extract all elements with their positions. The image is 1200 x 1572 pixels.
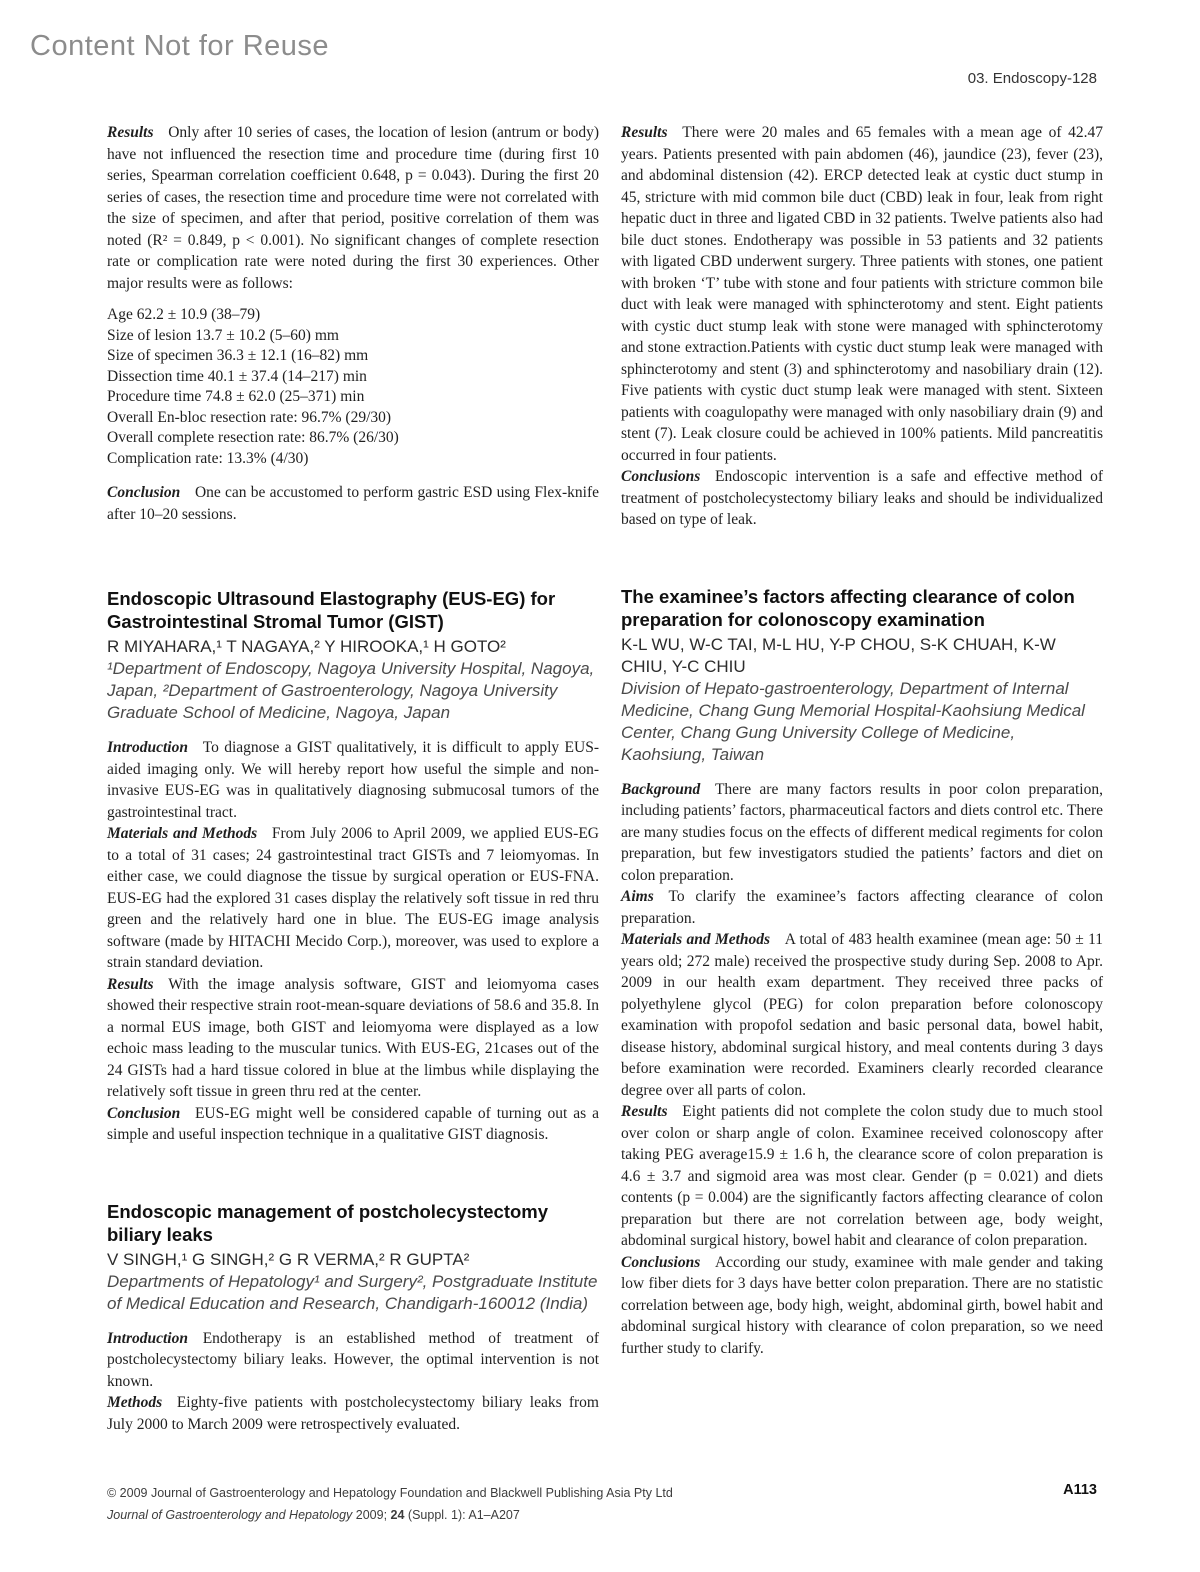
stat-line: Size of lesion 13.7 ± 10.2 (5–60) mm xyxy=(107,326,339,344)
abstract-title: Endoscopic management of postcholecystectomy biliary leaks xyxy=(107,1200,549,1245)
footer xyxy=(107,1482,1097,1526)
stat-line: Overall complete resection rate: 86.7% (26/30) xyxy=(107,429,399,446)
abstract-colon-prep xyxy=(621,585,1103,1360)
paragraph-text: EUS-EG might well be considered capable of turning out as a simple and useful inspection technique in a qualitative GIST diagnosis. xyxy=(107,1104,599,1143)
section-page-label: 03. Endoscopy-128 xyxy=(967,70,1097,87)
paragraph-label: Results xyxy=(107,124,154,141)
results-paragraph xyxy=(107,122,599,294)
citation-pages: (Suppl. 1): A1–A207 xyxy=(404,1508,520,1522)
paragraph-label: Conclusion xyxy=(107,484,181,501)
paragraph-text: From July 2006 to April 2009, we applied EUS-EG to a total of 31 cases; 24 gastrointestinal tract GISTs and 7 leiomyomas. In either case, we could diagnose the tissue by surgical operation or EUS-FNA. EUS-EG had the explored 31 cases display the relatively soft tissue in red thru green and the relatively hard one in blue. The EUS-EG image analysis software (made by HITACHI Mecido Corp.), moreover, was used to explore a strain standard deviation. xyxy=(107,825,599,971)
conclusion-paragraph xyxy=(107,1103,599,1146)
results-paragraph xyxy=(107,974,599,1103)
conclusion-paragraph xyxy=(107,482,599,525)
results-stat-list xyxy=(107,305,599,469)
paragraph-label: Introduction xyxy=(107,739,188,756)
paragraph-label: Methods xyxy=(107,1394,163,1411)
abstract-authors: V SINGH,¹ G SINGH,² G R VERMA,² R GUPTA² xyxy=(107,1249,470,1269)
conclusions-paragraph xyxy=(621,1252,1103,1360)
abstract-eus-eg xyxy=(107,587,599,1146)
abstract-affiliation: ¹Department of Endoscopy, Nagoya University Hospital, Nagoya, Japan, ²Department of Gastroenterology, Nagoya University Graduate School of Medicine, Nagoya, Japan xyxy=(107,659,595,722)
two-column-layout xyxy=(107,122,1103,1435)
paragraph-text: One can be accustomed to perform gastric ESD using Flex-knife after 10–20 sessions. xyxy=(107,484,599,523)
paragraph-label: Introduction xyxy=(107,1329,188,1347)
paragraph-text: Endoscopic intervention is a safe and effective method of treatment of postcholecystectomy biliary leaks and should be individualized based on type of leak. xyxy=(621,468,1103,528)
citation-line xyxy=(107,1504,1097,1526)
abstract-authors: R MIYAHARA,¹ T NAGAYA,² Y HIROOKA,¹ H GOTO² xyxy=(107,637,506,656)
stat-line: Complication rate: 13.3% (4/30) xyxy=(107,449,309,467)
paragraph-text: Endotherapy is an established method of treatment of postcholecystectomy biliary leaks. However, the optimal intervention is not known. xyxy=(107,1329,599,1390)
paragraph-text: To diagnose a GIST qualitatively, it is difficult to apply EUS-aided imaging only. We will hereby report how useful the simple and non-invasive EUS-EG was in qualitatively diagnosing submucosal tumors of the gastrointestinal tract. xyxy=(107,739,599,821)
background-paragraph xyxy=(621,779,1103,887)
paragraph-label: Materials and Methods xyxy=(107,825,258,842)
paragraph-label: Results xyxy=(621,124,668,141)
paragraph-text: To clarify the examinee’s factors affecting clearance of colon preparation. xyxy=(621,888,1103,927)
paragraph-text: There are many factors results in poor colon preparation, including patients’ factors, pharmaceutical factors and diets control etc. There are many studies focus on the effects of different medical regiments for colon preparation, but few investigators studied the patients’ factors and diet on colon preparation. xyxy=(621,780,1103,884)
paragraph-label: Background xyxy=(621,780,701,798)
results-paragraph xyxy=(621,122,1103,466)
results-paragraph xyxy=(621,1101,1103,1252)
abstract-authors: K-L WU, W-C TAI, M-L HU, Y-P CHOU, S-K CHUAH, K-W CHIU, Y-C CHIU xyxy=(621,634,1056,676)
paragraph-text: Eight patients did not complete the colon study due to much stool over colon or sharp angle of colon. Examinee received colonoscopy after taking PEG average15.9 ± 1.6 h, the clearance score of colon preparation is 4.6 ± 3.7 and sigmoid area was most clear. Gender (p = 0.021) and diets contents (p = 0.004) are the significantly factors affecting clearance of colon preparation but there are not correlation between age, body weight, abdominal surgical history, bowel habit and clearance of colon preparation. xyxy=(621,1103,1103,1249)
abstract-title: The examinee’s factors affecting clearance of colon preparation for colonoscopy examination xyxy=(621,585,1075,630)
stat-line: Age 62.2 ± 10.9 (38–79) xyxy=(107,306,261,323)
abstract-affiliation: Division of Hepato-gastroenterology, Department of Internal Medicine, Chang Gung Memorial Hospital-Kaohsiung Medical Center, Chang Gung University College of Medicine, Kaohsiung, Taiwan xyxy=(621,678,1085,764)
paragraph-label: Conclusions xyxy=(621,1253,701,1271)
stat-line: Dissection time 40.1 ± 37.4 (14–217) min xyxy=(107,367,367,385)
left-column xyxy=(107,122,599,1435)
conclusions-paragraph xyxy=(621,466,1103,531)
abstract-biliary-leaks xyxy=(107,1200,599,1436)
copyright-line: © 2009 Journal of Gastroenterology and Hepatology Foundation and Blackwell Publishing Asia Pty Ltd xyxy=(107,1486,673,1500)
citation-year: 2009; xyxy=(352,1508,391,1522)
paragraph-label: Results xyxy=(621,1103,668,1120)
right-column xyxy=(621,122,1103,1435)
paragraph-text: With the image analysis software, GIST and leiomyoma cases showed their respective strain root-mean-square deviations of 58.6 and 35.8. In a normal EUS image, both GIST and leiomyoma were displayed as a low echoic mass leading to the muscular tunics. With EUS-EG, 21cases out of the 24 GISTs had a hard tissue colored in blue at the limbus while displaying the relatively soft tissue in green thru red at the center. xyxy=(107,975,599,1100)
paragraph-text: Only after 10 series of cases, the location of lesion (antrum or body) have not influenced the resection time and procedure time (during first 10 series, Spearman correlation coefficient 0.648, p = 0.043). During the first 20 series of cases, the resection time and procedure time were not correlated with the size of specimen, and after that period, positive correlation of them was noted (R² = 0.849, p < 0.001). No significant changes of complete resection rate or complication rate were noted during the first 30 experiences. Other major results were as follows: xyxy=(107,124,599,292)
stat-line: Overall En-bloc resection rate: 96.7% (29/30) xyxy=(107,408,392,426)
paragraph-text: Eighty-five patients with postcholecystectomy biliary leaks from July 2000 to March 2009 were retrospectively evaluated. xyxy=(107,1394,599,1433)
page-number: A113 xyxy=(1063,1482,1097,1498)
watermark-text: Content Not for Reuse xyxy=(30,30,330,62)
stat-line: Size of specimen 36.3 ± 12.1 (16–82) mm xyxy=(107,347,369,364)
abstract-title: Endoscopic Ultrasound Elastography (EUS-EG) for Gastrointestinal Stromal Tumor (GIST) xyxy=(107,588,556,632)
introduction-paragraph xyxy=(107,737,599,823)
materials-methods-paragraph xyxy=(107,823,599,974)
paragraph-label: Materials and Methods xyxy=(621,931,771,948)
paragraph-text: A total of 483 health examinee (mean age: 50 ± 11 years old; 272 male) received the prospective study during Sep. 2008 to Apr. 2009 in our health exam department. They received three packs of polyethylene glycol (PEG) for colon preparation before colonoscopy examination with propofol sedation and basic personal data, bowel habit, disease history, abdominal surgical history, and meal contents during 3 days before examination were recorded. Examiners clearly recorded clearance degree over all parts of colon. xyxy=(621,931,1103,1099)
stat-line: Procedure time 74.8 ± 62.0 (25–371) min xyxy=(107,388,365,405)
paragraph-label: Conclusion xyxy=(107,1104,181,1122)
paragraph-label: Aims xyxy=(621,888,654,905)
citation-volume: 24 xyxy=(390,1508,405,1522)
citation-journal-name: Journal of Gastroenterology and Hepatology xyxy=(107,1508,353,1522)
paragraph-label: Conclusions xyxy=(621,468,701,485)
introduction-paragraph xyxy=(107,1328,599,1393)
paragraph-text: There were 20 males and 65 females with a mean age of 42.47 years. Patients presented with pain abdomen (46), jaundice (23), fever (23), and abdominal distension (42). ERCP detected leak at cystic duct stump in 45, stricture with mid common bile duct (CBD) leak in four, leak from right hepatic duct in three and ligated CBD in 32 patients. Twelve patients also had bile duct stones. Endotherapy was possible in 53 patients and 32 patients with ligated CBD underwent surgery. Three patients with stones, one patient with broken ‘T’ tube with stone and four patients with stricture common bile duct with leak were managed with sphincterotomy and stent. Eight patients with cystic duct stump leak with stone were managed with sphincterotomy and stone extraction.Patients with cystic duct stump leak were managed with sphincterotomy and stent (3) and sphincterotomy and nasobiliary drain (12). Five patients with cystic duct stump leak were managed with stent. Sixteen patients with coagulopathy were managed with only nasobiliary drain (9) and stent (7). Leak closure could be achieved in 100% patients. Mild pancreatitis occurred in four patients. xyxy=(621,124,1103,464)
aims-paragraph xyxy=(621,886,1103,929)
abstract-affiliation: Departments of Hepatology¹ and Surgery², Postgraduate Institute of Medical Education and Research, Chandigarh-160012 (India) xyxy=(107,1271,598,1313)
methods-paragraph xyxy=(107,1392,599,1435)
materials-methods-paragraph xyxy=(621,929,1103,1101)
paragraph-text: According our study, examinee with male gender and taking low fiber diets for 3 days have better colon preparation. There are no statistic correlation between age, body high, weight, abdominal girth, bowel habit and abdominal surgical history with clearance of colon preparation, so we need further study to clarify. xyxy=(621,1253,1103,1357)
paragraph-label: Results xyxy=(107,975,154,993)
